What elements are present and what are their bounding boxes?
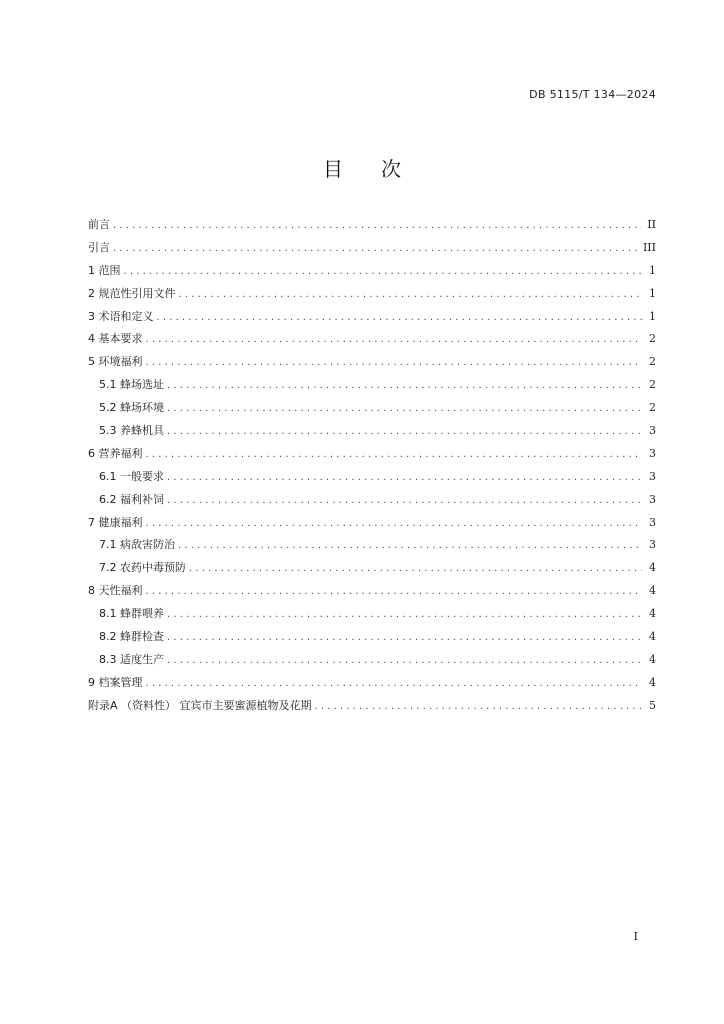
toc-entry-page: 2 bbox=[649, 378, 656, 392]
toc-entry-5-3[interactable] bbox=[88, 420, 656, 443]
toc-entry-label: 8.3 适度生产 bbox=[99, 652, 164, 666]
dot-leader bbox=[167, 467, 642, 489]
toc-entry-page: 3 bbox=[649, 538, 656, 552]
toc-entry-label: 6 营养福利 bbox=[88, 446, 143, 460]
dot-leader bbox=[178, 535, 642, 557]
toc-entry-label: 9 档案管理 bbox=[88, 675, 143, 689]
toc-title bbox=[0, 153, 724, 182]
toc-entry-page: 3 bbox=[649, 469, 656, 483]
dot-leader bbox=[167, 604, 642, 626]
toc-entry-label: 7.2 农药中毒预防 bbox=[99, 561, 186, 575]
dot-leader bbox=[179, 284, 643, 306]
toc-entry-label: 7.1 病敌害防治 bbox=[99, 538, 175, 552]
dot-leader bbox=[124, 261, 643, 283]
toc-entry-label: 8.1 蜂群喂养 bbox=[99, 607, 164, 621]
toc-entry-4[interactable] bbox=[88, 328, 656, 351]
toc-entry-page: II bbox=[647, 218, 656, 231]
toc-entry-page: 4 bbox=[649, 607, 656, 621]
toc-entry-label: 5.2 蜂场环境 bbox=[99, 401, 164, 415]
toc-entry-page: 1 bbox=[649, 263, 656, 277]
toc-entry-appendix-a[interactable] bbox=[88, 695, 656, 718]
toc-entry-7[interactable] bbox=[88, 512, 656, 535]
toc-entry-page: 3 bbox=[649, 515, 656, 529]
dot-leader bbox=[167, 375, 642, 397]
dot-leader bbox=[315, 696, 642, 718]
toc-entry-7-1[interactable] bbox=[88, 534, 656, 557]
toc-entry-page: 3 bbox=[649, 446, 656, 460]
dot-leader bbox=[146, 673, 643, 695]
toc-entry-7-2[interactable] bbox=[88, 557, 656, 580]
toc-entry-page: 4 bbox=[649, 652, 656, 666]
toc-entry-9[interactable] bbox=[88, 672, 656, 695]
toc-entry-page: 1 bbox=[649, 286, 656, 300]
dot-leader bbox=[146, 444, 643, 466]
toc-entry-page: 3 bbox=[649, 424, 656, 438]
toc-entry-page: 2 bbox=[649, 332, 656, 346]
table-of-contents bbox=[88, 214, 656, 718]
dot-leader bbox=[146, 352, 643, 374]
toc-entry-5-2[interactable] bbox=[88, 397, 656, 420]
toc-entry-label: 6.2 福利补饲 bbox=[99, 492, 164, 506]
toc-entry-2[interactable] bbox=[88, 283, 656, 306]
dot-leader bbox=[146, 581, 643, 603]
toc-entry-label: 2 规范性引用文件 bbox=[88, 286, 176, 300]
toc-entry-page: 4 bbox=[649, 630, 656, 644]
toc-entry-8-1[interactable] bbox=[88, 603, 656, 626]
dot-leader bbox=[167, 490, 642, 512]
toc-entry-label: 5.1 蜂场选址 bbox=[99, 378, 164, 392]
document-code: DB 5115/T 134—2024 bbox=[529, 88, 656, 101]
toc-entry-8-2[interactable] bbox=[88, 626, 656, 649]
dot-leader bbox=[167, 421, 642, 443]
dot-leader bbox=[189, 558, 642, 580]
dot-leader bbox=[113, 238, 639, 260]
toc-entry-label: 引言 bbox=[88, 240, 110, 254]
toc-entry-label: 前言 bbox=[88, 218, 110, 231]
dot-leader bbox=[113, 215, 642, 237]
toc-entry-label: 5 环境福利 bbox=[88, 355, 143, 369]
toc-entry-label: 6.1 一般要求 bbox=[99, 469, 164, 483]
toc-entry-page: 5 bbox=[649, 698, 656, 712]
toc-entry-page: 2 bbox=[649, 401, 656, 415]
dot-leader bbox=[167, 650, 642, 672]
dot-leader bbox=[146, 513, 643, 535]
toc-entry-3[interactable] bbox=[88, 306, 656, 329]
toc-entry-6-2[interactable] bbox=[88, 489, 656, 512]
toc-entry-label: 3 术语和定义 bbox=[88, 309, 154, 323]
page-number: I bbox=[633, 930, 638, 943]
toc-entry-label: 8.2 蜂群检查 bbox=[99, 630, 164, 644]
toc-entry-page: 3 bbox=[649, 492, 656, 506]
toc-entry-1[interactable] bbox=[88, 260, 656, 283]
toc-entry-label: 8 天性福利 bbox=[88, 584, 143, 598]
toc-entry-6-1[interactable] bbox=[88, 466, 656, 489]
toc-entry-label: 5.3 养蜂机具 bbox=[99, 424, 164, 438]
toc-entry-page: 1 bbox=[649, 309, 656, 323]
toc-entry-page: 2 bbox=[649, 355, 656, 369]
toc-entry-label: 4 基本要求 bbox=[88, 332, 143, 346]
toc-entry-8[interactable] bbox=[88, 580, 656, 603]
toc-entry-5[interactable] bbox=[88, 351, 656, 374]
toc-entry-page: 4 bbox=[649, 561, 656, 575]
toc-entry-introduction[interactable] bbox=[88, 237, 656, 260]
dot-leader bbox=[146, 329, 643, 351]
toc-title-char-1: 目 bbox=[323, 157, 343, 181]
toc-entry-6[interactable] bbox=[88, 443, 656, 466]
dot-leader bbox=[167, 627, 642, 649]
toc-entry-8-3[interactable] bbox=[88, 649, 656, 672]
toc-entry-page: 4 bbox=[649, 675, 656, 689]
toc-title-char-2: 次 bbox=[381, 157, 401, 181]
toc-entry-5-1[interactable] bbox=[88, 374, 656, 397]
dot-leader bbox=[157, 307, 643, 329]
toc-entry-label: 7 健康福利 bbox=[88, 515, 143, 529]
toc-entry-page: III bbox=[642, 240, 656, 254]
toc-entry-preface[interactable] bbox=[88, 214, 656, 237]
toc-entry-label: 1 范围 bbox=[88, 263, 121, 277]
toc-entry-label: 附录A （资料性） 宜宾市主要蜜源植物及花期 bbox=[88, 698, 312, 712]
dot-leader bbox=[167, 398, 642, 420]
toc-entry-page: 4 bbox=[649, 584, 656, 598]
